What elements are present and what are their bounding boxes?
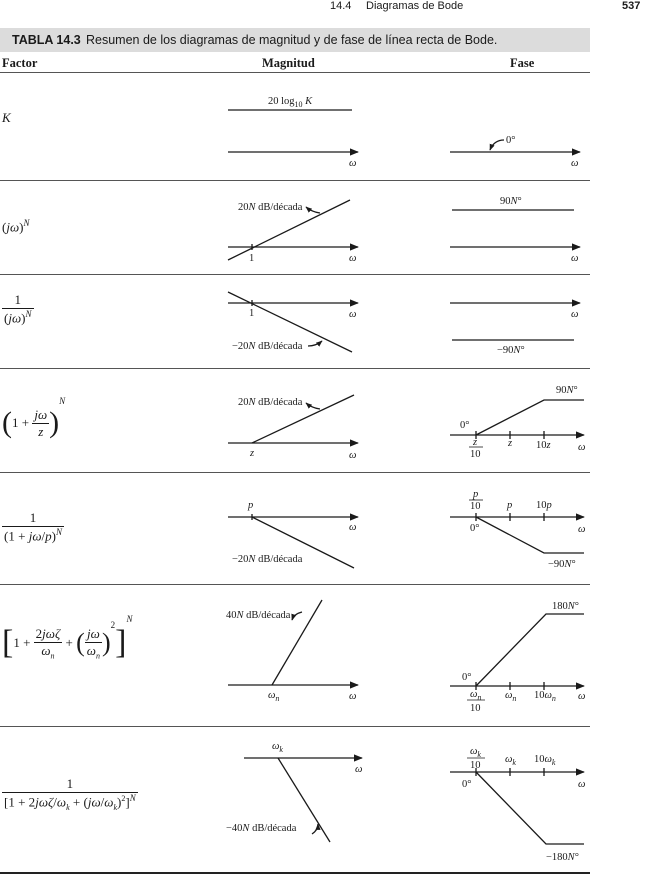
omega-label: ω: [578, 779, 586, 790]
factor-simple-pole: $\frac{1}{(1 + j\omega/p)^N}$: [4, 510, 62, 544]
phase-zero-label: 0°: [460, 420, 470, 431]
phase-zero-label: 0°: [462, 779, 472, 790]
phase-level-label: 180N°: [552, 601, 579, 612]
phase-asymptote: [476, 772, 584, 844]
phase-level-label: −90N°: [497, 345, 525, 356]
omega-label: ω: [349, 522, 357, 533]
tick-label-10p: 10p: [536, 500, 552, 511]
omega-label: ω: [355, 764, 363, 775]
phase-level-label: −180N°: [546, 852, 579, 863]
omega-label: ω: [578, 442, 586, 453]
omega-label: ω: [571, 253, 579, 264]
phase-zero-at-origin: [450, 210, 580, 247]
phase-zero-label: 0°: [462, 672, 472, 683]
tick-label-omega-n: $\omega_n$: [505, 690, 517, 703]
magnitude-constant: [228, 110, 358, 152]
leader-arrow: [306, 403, 320, 409]
leader-arrow: [490, 140, 504, 150]
omega-label: ω: [349, 309, 357, 320]
slope-label: −20N dB/década: [232, 554, 303, 565]
leader-arrow: [312, 824, 318, 834]
tick-label-omega-n-over-10-num: $\omega_n$: [470, 689, 482, 702]
factor-constant: K: [2, 110, 11, 125]
column-header-phase: Fase: [510, 56, 535, 70]
phase-asymptote: [476, 614, 584, 686]
table-caption: Resumen de los diagramas de magnitud y de fase de línea recta de Bode.: [86, 33, 498, 47]
factor-quadratic-zero: [1 + $\frac{\text{2jωζ}}{\omega_n}$ + ( $\frac{j\omega}{\omega_n}$ )$^2$]$^N$: [2, 614, 133, 662]
tick-label-omega-n-over-10-den: 10: [470, 703, 481, 714]
omega-label: ω: [578, 524, 586, 535]
leader-arrow: [306, 207, 320, 213]
phase-level-label: −90N°: [548, 559, 576, 570]
table-label: TABLA 14.3: [12, 33, 81, 47]
page-number: 537: [622, 0, 641, 12]
omega-label: ω: [349, 450, 357, 461]
running-header-section: 14.4: [330, 0, 352, 12]
phase-zero-label: 0°: [470, 523, 480, 534]
tick-label-z-over-10-den: 10: [470, 449, 481, 460]
factor-pole-at-origin: $\frac{1}{(j\omega)^N}$: [4, 292, 32, 326]
tick-label-p-over-10-num: p: [473, 489, 479, 500]
phase-pole-at-origin: [450, 303, 580, 340]
omega-label: ω: [349, 253, 357, 264]
tick-label-one: 1: [249, 308, 255, 319]
tick-label-10-omega-k: $10\omega_k$: [534, 754, 556, 767]
leader-arrow: [308, 341, 322, 346]
slope-label: −20N dB/década: [232, 341, 303, 352]
factor-quadratic-pole: $\frac{1}{[1 + 2j\omega\zeta/\omega_k + (j\omega/\omega_k)^2]^N}$: [4, 776, 136, 812]
phase-level-label: 90N°: [556, 385, 578, 396]
omega-label: ω: [349, 158, 357, 169]
tick-label-z: z: [508, 438, 513, 449]
tick-label-omega-n: $\omega_n$: [268, 690, 280, 703]
factor-zero-at-origin: $(j\omega)^N$: [2, 218, 30, 235]
tick-label-omega-k: $\omega_k$: [272, 741, 283, 754]
tick-label-p-over-10-den: 10: [470, 501, 481, 512]
phase-simple-zero: [450, 400, 584, 439]
slope-label: 40N dB/década: [226, 610, 291, 621]
tick-label-10z: 10z: [536, 440, 551, 451]
column-header-magnitude: Magnitud: [262, 56, 315, 70]
tick-label-omega-k: $\omega_k$: [505, 754, 516, 767]
phase-asymptote: [476, 400, 584, 435]
tick-label-one: 1: [249, 253, 255, 264]
slope-label: 20N dB/década: [238, 202, 303, 213]
phase-zero-label: 0°: [506, 135, 516, 146]
omega-label: ω: [349, 691, 357, 702]
factor-simple-zero: (1 + $\frac{j\omega}{z}$ )$^N$: [2, 396, 66, 440]
tick-label-p: p: [507, 500, 513, 511]
tick-label-z: z: [250, 448, 255, 459]
phase-level-label: 90N°: [500, 196, 522, 207]
slope-label: −40N dB/década: [226, 823, 297, 834]
running-header-title: Diagramas de Bode: [366, 0, 464, 12]
tick-label-p: p: [248, 500, 254, 511]
leader-arrow: [292, 612, 302, 620]
slope-label: 20N dB/década: [238, 397, 303, 408]
tick-label-10-omega-n: $10\omega_n$: [534, 690, 556, 703]
magnitude-level-label: 20 $\log_{10} K$: [268, 96, 313, 109]
omega-label: ω: [571, 309, 579, 320]
phase-asymptote: [476, 517, 584, 553]
omega-label: ω: [571, 158, 579, 169]
column-header-factor: Factor: [2, 56, 38, 70]
tick-label-omega-k-over-10-den: 10: [470, 760, 481, 771]
omega-label: ω: [578, 691, 586, 702]
tick-label-omega-k-over-10-num: $\omega_k$: [470, 746, 481, 759]
tick-label-z-over-10-num: z: [473, 437, 478, 448]
